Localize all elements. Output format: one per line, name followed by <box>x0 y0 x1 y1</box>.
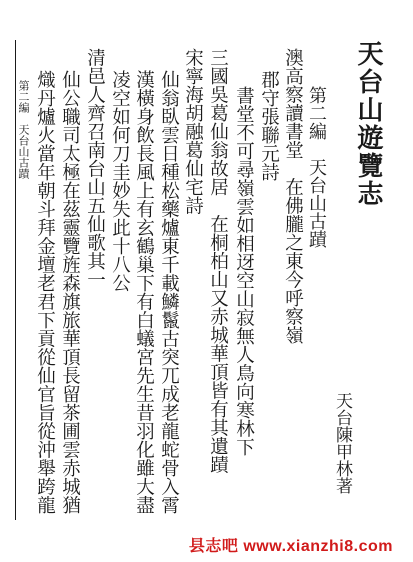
chapter-heading: 第二編 天台山古蹟 <box>306 86 327 248</box>
document-title: 天台山遊覽志 <box>353 40 383 208</box>
poem-line-2c: 凌空如何刀圭妙失此十八公 <box>109 70 131 292</box>
poem-line-3b: 熾丹爐火當年朝斗拜金壇老君下貢從仙官旨從沖舉跨龍 <box>34 70 56 514</box>
margin-rule <box>15 40 16 520</box>
poem-heading-3: 清邑人齊召南台山五仙歌其一 <box>84 48 106 289</box>
poem-heading-1: 郡守張聯元詩 <box>258 70 280 181</box>
site-watermark: 县志吧 www.xianzhi8.com <box>188 538 393 555</box>
entry-heading-2: 三國吳葛仙翁故居 在桐柏山又赤城華頂皆有其遺蹟 <box>207 48 229 474</box>
poem-line-2a: 仙翁臥雲日種松藥爐東千載鱗鬣古突兀成老龍蛇骨入霄 <box>158 70 180 514</box>
poem-line-1: 書堂不可尋嶺雲如相迓空山寂無人鳥向寒林下 <box>233 86 255 456</box>
poem-heading-2: 宋寧海胡融葛仙宅詩 <box>182 48 204 215</box>
footer-bar <box>0 532 413 562</box>
entry-heading-1: 澳高察讀書堂 在佛朧之東今呼察嶺 <box>282 48 304 344</box>
poem-line-3a: 仙公職司太極在茲靈覽旌森旗旅華頂長留茶圃雲赤城猶 <box>59 70 81 514</box>
margin-label: 第二編 天台山古蹟 <box>17 80 30 179</box>
poem-line-2b: 漢橫身飲長風上有玄鶴巢下有白蟻宮先生昔羽化雖大盡 <box>133 70 155 514</box>
author-credit: 天台陳甲林著 <box>332 392 352 494</box>
